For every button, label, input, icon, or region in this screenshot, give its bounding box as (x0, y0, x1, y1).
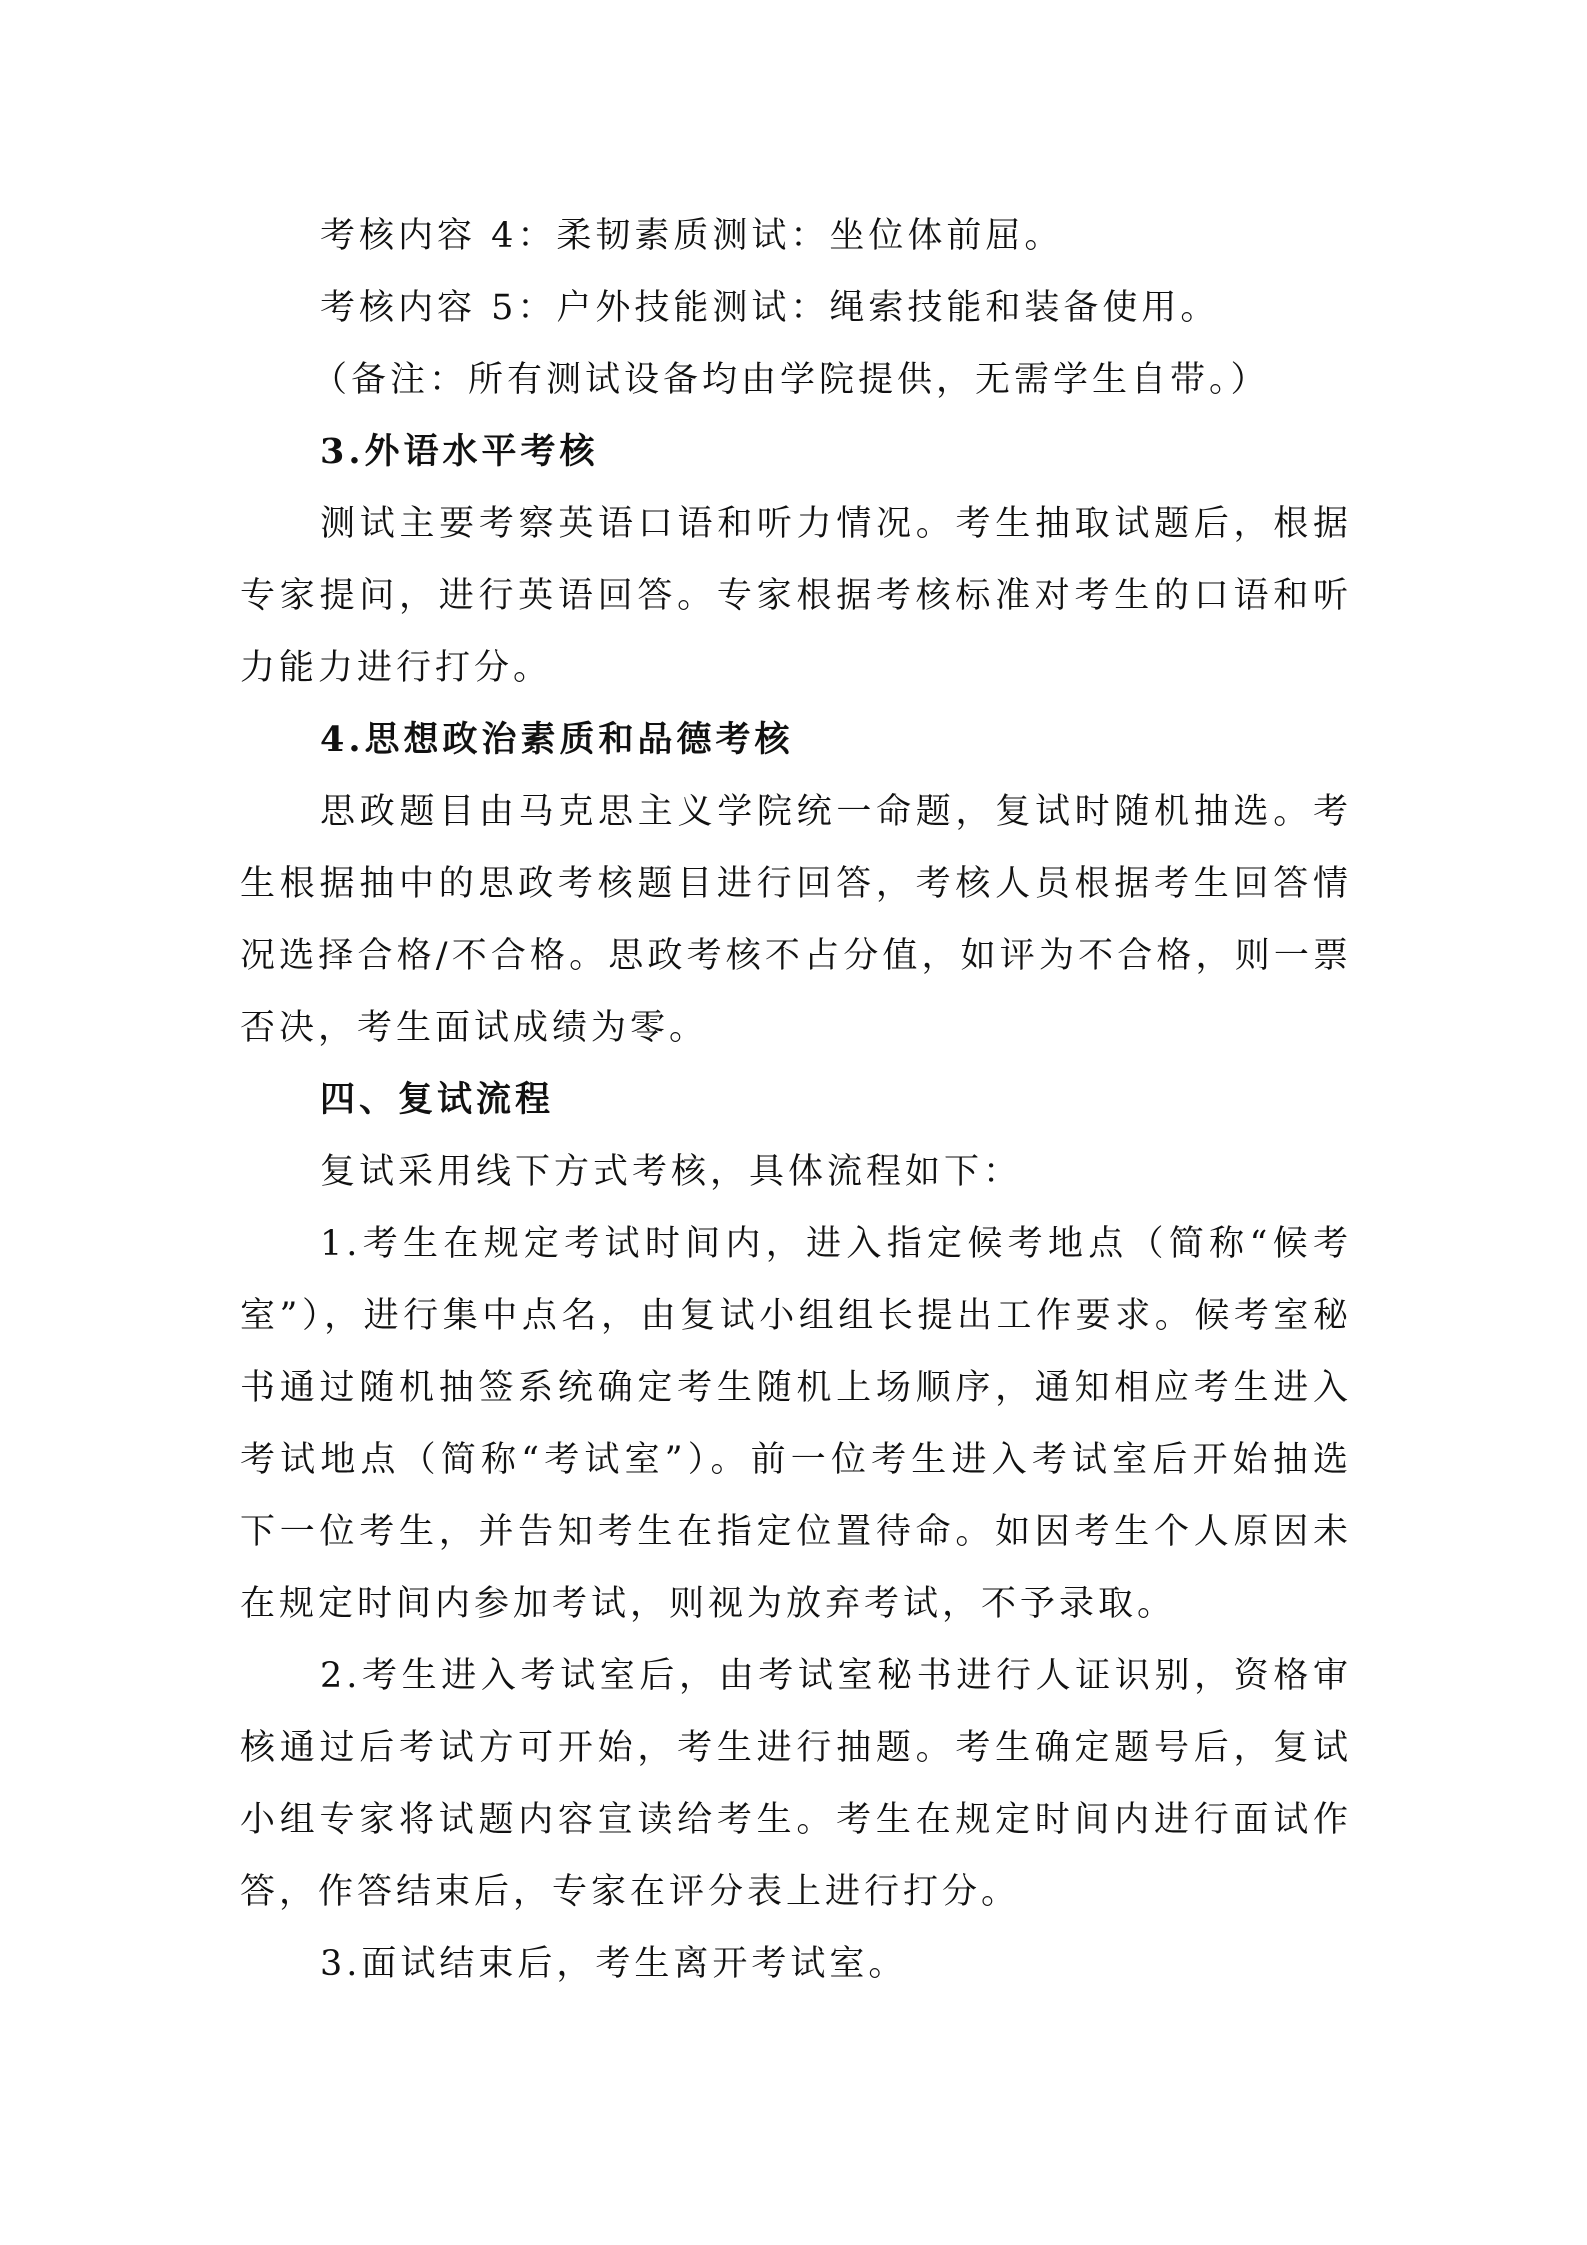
retest-process-intro: 复试采用线下方式考核，具体流程如下： (320, 1152, 1023, 1192)
process-step-2: 2.考生进入考试室后，由考试室秘书进行人证识别，资格审核通过后考试方可开始，考生进行抽题。考生确定题号后，复试小组专家将试题内容宣读给考生。考生在规定时间内进行面试作答，作答结束后，专家在评分表上进行打分。 (240, 1656, 1352, 1912)
foreign-language-paragraph: 测试主要考察英语口语和听力情况。考生抽取试题后，根据专家提问，进行英语回答。专家根据考核标准对考生的口语和听力能力进行打分。 (240, 504, 1352, 688)
assessment-item-5: 考核内容 5：户外技能测试：绳索技能和装备使用。 (320, 288, 1220, 328)
section-heading-political-quality: 4.思想政治素质和品德考核 (320, 719, 794, 760)
equipment-note: （备注：所有测试设备均由学院提供，无需学生自带。） (312, 360, 1270, 400)
process-step-3: 3.面试结束后，考生离开考试室。 (320, 1944, 908, 1984)
document-body (240, 200, 1352, 2000)
section-heading-foreign-language: 3.外语水平考核 (320, 431, 599, 472)
political-quality-paragraph: 思政题目由马克思主义学院统一命题，复试时随机抽选。考生根据抽中的思政考核题目进行回答，考核人员根据考生回答情况选择合格/不合格。思政考核不占分值，如评为不合格，则一票否决，考生面试成绩为零。 (240, 792, 1352, 1048)
process-step-1: 1.考生在规定考试时间内，进入指定候考地点（简称“候考室”），进行集中点名，由复试小组组长提出工作要求。候考室秘书通过随机抽签系统确定考生随机上场顺序，通知相应考生进入考试地点（简称“考试室”）。前一位考生进入考试室后开始抽选下一位考生，并告知考生在指定位置待命。如因考生个人原因未在规定时间内参加考试，则视为放弃考试，不予录取。 (240, 1224, 1352, 1624)
assessment-item-4: 考核内容 4：柔韧素质测试：坐位体前屈。 (320, 216, 1064, 256)
section-heading-retest-process: 四、复试流程 (320, 1079, 555, 1120)
